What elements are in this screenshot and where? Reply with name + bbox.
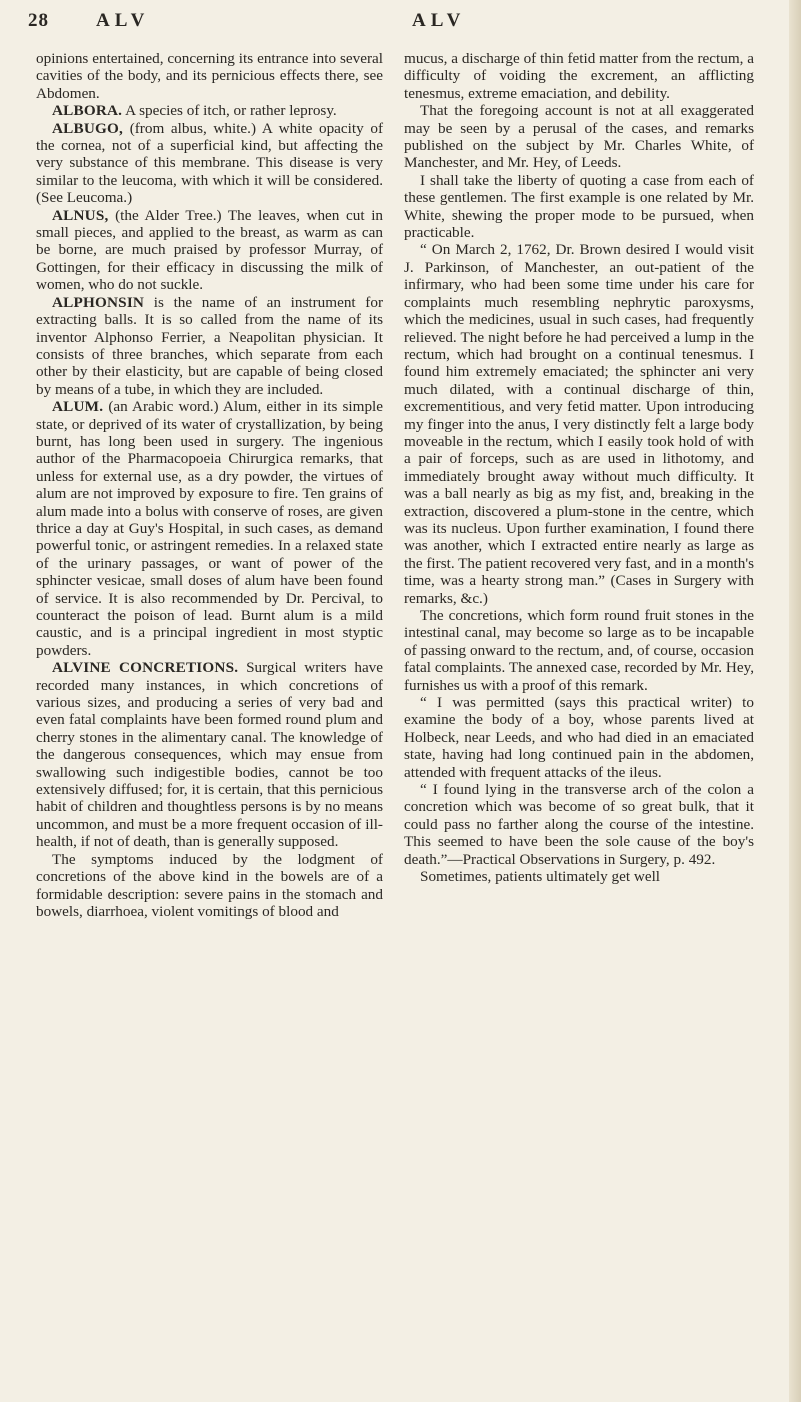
paragraph-concretions: The concretions, which form round fruit stones in the intestinal canal, may become so large as to be incapable of passing onward to the rectum, and, of course, occasion fatal complaints. The annexed case, recorded by Mr. Hey, furnishes us with a proof of this remark. (404, 607, 754, 694)
entry-term: ALVINE CONCRETIONS. (52, 659, 239, 677)
paragraph-abdomen-continuation: opinions entertained, concerning its entrance into several cavities of the body, and its pernicious effects there, see Abdomen. (36, 50, 383, 102)
entry-alnus: ALNUS, (the Alder Tree.) The leaves, when cut in small pieces, and applied to the breast, as warm as can be borne, are much praised by professor Murray, of Gottingen, for their efficacy in discussing the milk of women, who do not suckle. (36, 206, 384, 294)
right-column (404, 50, 754, 886)
paragraph-quoting: I shall take the liberty of quoting a case from each of these gentlemen. The first example is one related by Mr. White, shewing the proper mode to be pursued, when practicable. (404, 171, 754, 242)
quote-white-case: “ On March 2, 1762, Dr. Brown desired I would visit J. Parkinson, of Manchester, an out-patient of the infirmary, who had been some time under his care for complaints much resembling nephrytic paroxysms, which the medicines, usual in such cases, had frequently relieved. The night before he had perceived a lump in the rectum, which had brought on a continual tenesmus. I found him extremely emaciated; the sphincter ani very much dilated, with a continual discharge of thin, excrementitious, and very fetid matter. Upon introducing my finger into the anus, I very distinctly felt a large body moveable in the rectum, which I easily took hold of with a pair of forceps, such as are used in lithotomy, and immediately brought away without much difficulty. It was a ball nearly as big as my fist, and, breaking in the extraction, discovered a plum-stone in the centre, which was its nucleus. Upon further examination, I found there was another, which I extracted entire nearly as large as the first. The patient recovered very fast, and in a month's time, was a hearty strong man.” (Cases in Surgery with remarks, &c.) (404, 241, 754, 607)
entry-term: ALBUGO, (52, 119, 124, 137)
entry-term: ALBORA. (52, 102, 123, 120)
paragraph-account: That the foregoing account is not at all exaggerated may be seen by a perusal of the cases, and remarks published on the subject by Mr. Charles White, of Manchester, and Mr. Hey, of Leeds. (404, 102, 754, 172)
entry-alvine-concretions: ALVINE CONCRETIONS. Surgical writers have recorded many instances, in which concretions of various sizes, and producing a series of very bad and even fatal complaints have been formed round plum and cherry stones in the alimentary canal. The knowledge of the dangerous consequences, which may ensue from swallowing such indigestible bodies, cannot be too extensively diffused; for, it is certain, that this pernicious habit of children and thoughtless persons is by no means uncommon, and must be a more frequent occasion of ill-health, if not of death, than is generally supposed. (36, 659, 384, 851)
entry-alum: ALUM. (an Arabic word.) Alum, either in its simple state, or deprived of its water of crystallization, by being burnt, has long been used in surgery. The ingenious author of the Pharmacopoeia Chirurgica remarks, that unless for external use, as a dry powder, the virtues of alum are not improved by exposure to fire. Ten grains of alum made into a bolus with conserve of roses, are given thrice a day at Guy's Hospital, in such cases, as demand powerful tonic, or astringent remedies. In a relaxed state of the urinary passages, or want of power of the sphincter vesicae, small doses of alum have been found of service. It is also recommended by Dr. Percival, to counteract the poison of lead. Burnt alum is a mild caustic, and is a principal ingredient in most styptic powders. (36, 398, 384, 659)
quote-hey-case: “ I was permitted (says this practical writer) to examine the body of a boy, whose parents lived at Holbeck, near Leeds, and who had died in an emaciated state, having had long continued pain in the abdomen, attended with frequent attacks of the ileus. (404, 694, 754, 781)
page-edge-shadow (789, 0, 801, 1402)
paragraph-mucus-continuation: mucus, a discharge of thin fetid matter from the rectum, a difficulty of voiding the excrement, an afflicting tenesmus, extreme emaciation, and debility. (404, 50, 754, 102)
entry-term: ALNUS, (52, 206, 109, 224)
running-head-left: ALV (96, 10, 150, 31)
entry-albora: ALBORA. A species of itch, or rather leprosy. (52, 102, 337, 120)
entry-alphonsin: ALPHONSIN is the name of an instrument for extracting balls. It is so called from the name of its inventor Alphonso Ferrier, a Neapolitan physician. It consists of three branches, which separate from each other by their elasticity, but are capable of being closed by means of a tube, in which they are included. (36, 293, 384, 398)
page-number: 28 (28, 10, 49, 31)
entry-albugo: ALBUGO, (from albus, white.) A white opacity of the cornea, not of a superficial kind, but affecting the very substance of this membrane. This disease is very similar to the leucoma, with which it will be considered. (See Leucoma.) (36, 119, 384, 207)
entry-term: ALUM. (52, 398, 104, 416)
page-header (0, 0, 801, 40)
left-column (36, 50, 383, 920)
entry-term: ALPHONSIN (52, 293, 145, 311)
paragraph-sometimes: Sometimes, patients ultimately get well (420, 868, 661, 886)
running-head-right: ALV (412, 10, 466, 31)
paragraph-symptoms: The symptoms induced by the lodgment of concretions of the above kind in the bowels are of a formidable description: severe pains in the stomach and bowels, diarrhoea, violent vomitings of blood and (36, 850, 383, 920)
quote-hey-colon: “ I found lying in the transverse arch of the colon a concretion which was become of so great bulk, that it could pass no farther along the course of the intestine. This seemed to have been the sole cause of the boy's death.”—Practical Observations in Surgery, p. 492. (404, 781, 754, 868)
